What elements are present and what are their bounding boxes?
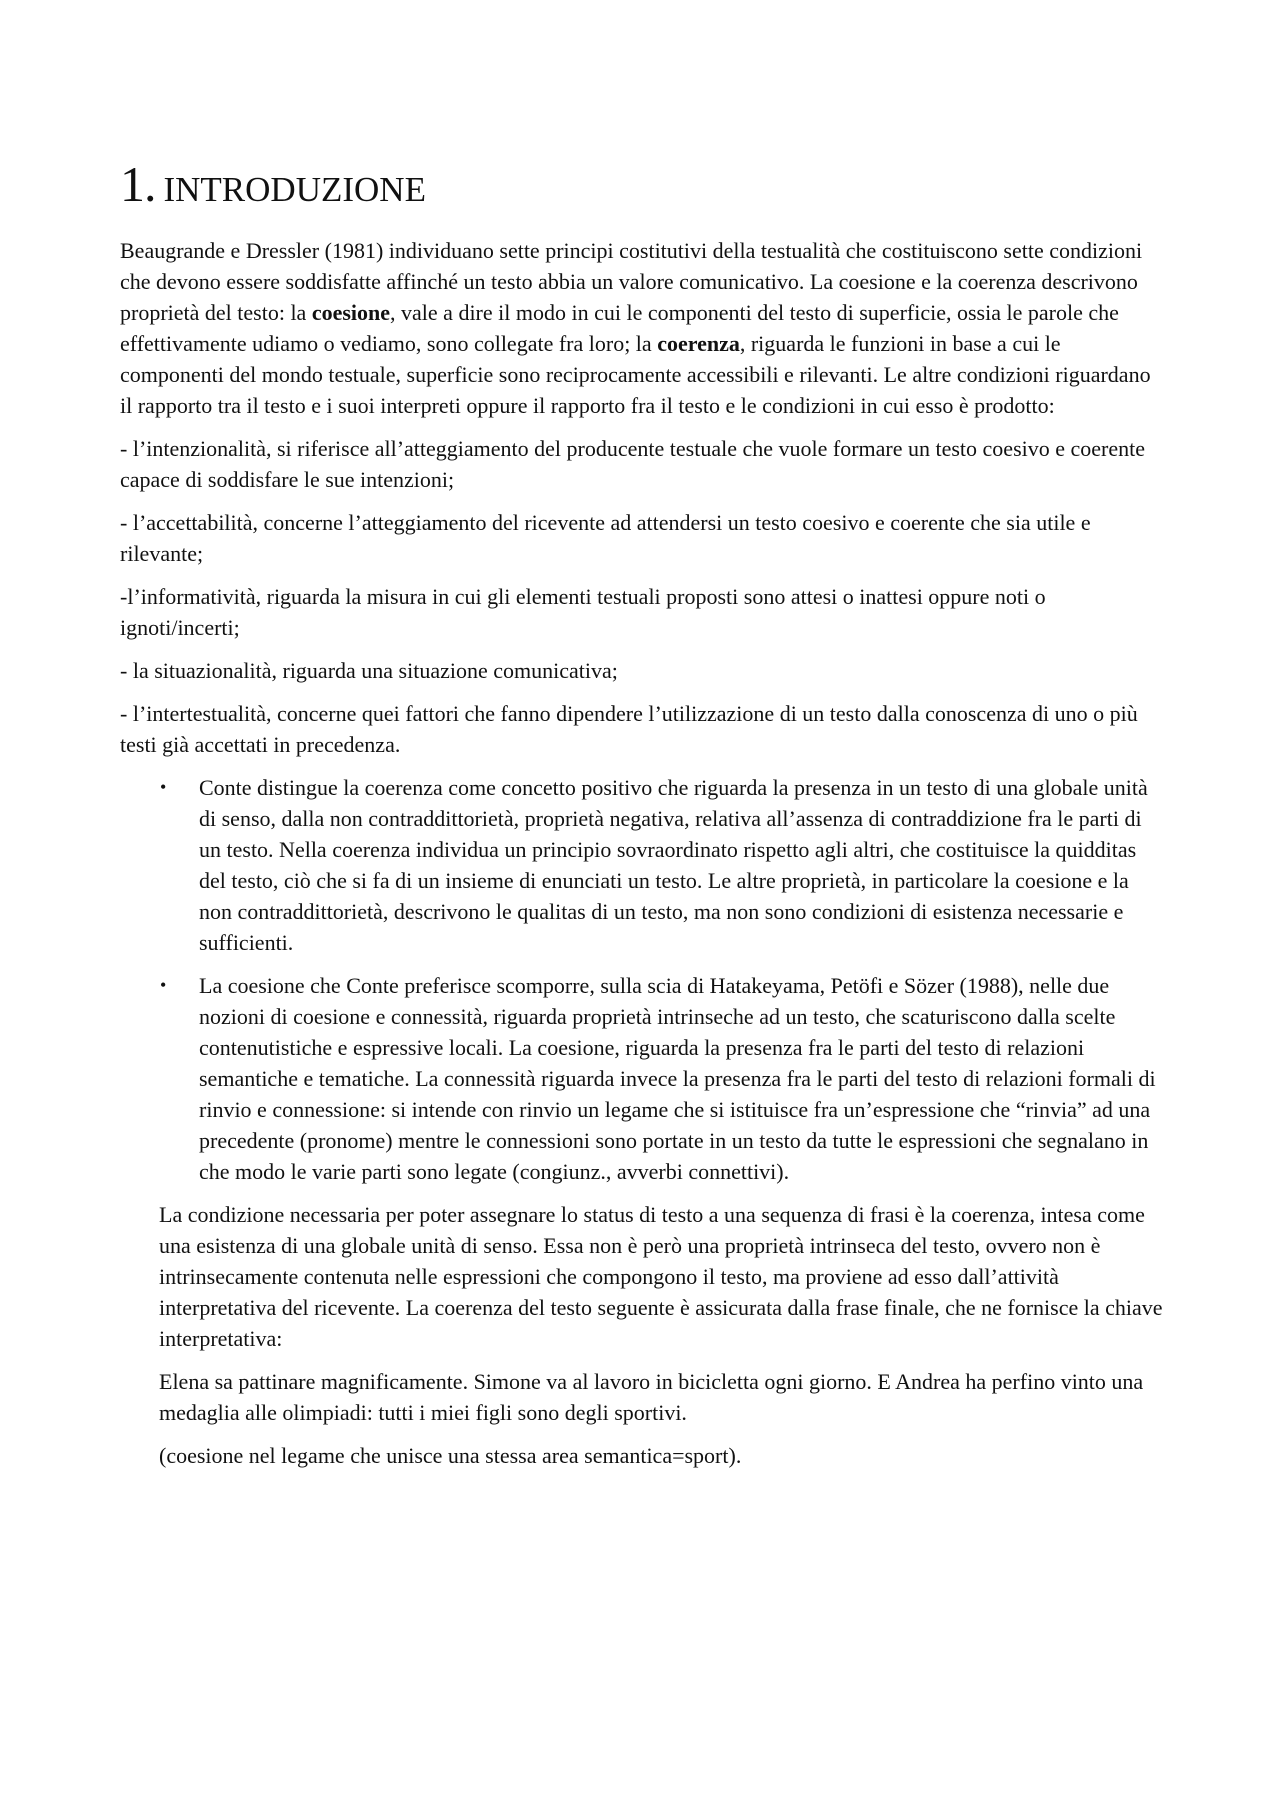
intro-paragraph <box>120 235 1166 421</box>
bullet-marker: • <box>160 975 167 995</box>
term-coerenza: coerenza <box>657 331 740 356</box>
section-title: INTRODUZIONE <box>163 170 426 209</box>
bullet-item-coerenza <box>120 772 1166 958</box>
bullet-list <box>120 772 1166 1187</box>
bullet-marker: • <box>160 777 167 797</box>
note-paragraph: (coesione nel legame che unisce una stessa area semantica=sport). <box>159 1443 742 1468</box>
intro-text-1: Beaugrande e Dressler (1981) individuano sette principi costitutivi della testualità che costituiscono sette condizioni che devono essere soddisfatte affinché un testo abbia un valore comunicativo. La coesione e la coerenza descrivono proprietà del testo: la <box>120 238 1143 325</box>
page-content <box>120 150 1166 1483</box>
condition-intertestualita: - l’intertestualità, concerne quei fattori che fanno dipendere l’utilizzazione di un testo dalla conoscenza di uno o più testi già accettati in precedenza. <box>120 701 1138 757</box>
bullet-text: La coesione che Conte preferisce scomporre, sulla scia di Hatakeyama, Petöfi e Sözer (1988), nelle due nozioni di coesione e connessità, riguarda proprietà intrinseche ad un testo, che scaturiscono dalla scelte contenutistiche e espressive locali. La coesione, riguarda la presenza fra le parti del testo di relazioni semantiche e tematiche. La connessità riguarda invece la presenza fra le parti del testo di relazioni formali di rinvio e connessione: si intende con rinvio un legame che si istituisce fra un’espressione che “rinvia” ad una precedente (pronome) mentre le connessioni sono portate in un testo da tutte le espressioni che segnalano in che modo le varie parti sono legate (congiunz., avverbi connettivi). <box>199 973 1156 1184</box>
condition-informativita: -l’informatività, riguarda la misura in cui gli elementi testuali proposti sono attesi o inattesi oppure noti o ignoti/incerti; <box>120 584 1046 640</box>
intro-text-3: , riguarda le funzioni in base a cui le componenti del mondo testuale, superficie sono reciprocamente accessibili e rilevanti. Le altre condizioni riguardano il rapporto tra il testo e i suoi interpreti oppure il rapporto fra il testo e le condizioni in cui esso è prodotto: <box>120 331 1151 418</box>
intro-text-2: , vale a dire il modo in cui le componenti del testo di superficie, ossia le parole che effettivamente udiamo o vediamo, sono collegate fra loro; la <box>120 300 1119 356</box>
section-heading <box>120 150 1166 224</box>
condition-accettabilita: - l’accettabilità, concerne l’atteggiamento del ricevente ad attendersi un testo coesivo e coerente che sia utile e rilevante; <box>120 510 1091 566</box>
example-paragraph: Elena sa pattinare magnificamente. Simone va al lavoro in bicicletta ogni giorno. E Andrea ha perfino vinto una medaglia alle olimpiadi: tutti i miei figli sono degli sportivi. <box>159 1369 1144 1425</box>
term-coesione: coesione <box>311 300 391 325</box>
bullet-text: Conte distingue la coerenza come concetto positivo che riguarda la presenza in un testo di una globale unità di senso, dalla non contraddittorietà, proprietà negativa, relativa all’assenza di contraddizione fra le parti di un testo. Nella coerenza individua un principio sovraordinato rispetto agli altri, che costituisce la quidditas del testo, ciò che si fa di un insieme di enunciati un testo. Le altre proprietà, in particolare la coesione e la non contraddittorietà, descrivono le qualitas di un testo, ma non sono condizioni di esistenza necessarie e sufficienti. <box>199 775 1148 955</box>
condition-intenzionalita: - l’intenzionalità, si riferisce all’atteggiamento del producente testuale che vuole formare un testo coesivo e coerente capace di soddisfare le sue intenzioni; <box>120 436 1146 492</box>
bullet-item-coesione <box>120 970 1166 1187</box>
condition-situazionalita: - la situazionalità, riguarda una situazione comunicativa; <box>120 658 618 683</box>
closing-paragraph: La condizione necessaria per poter assegnare lo status di testo a una sequenza di frasi è la coerenza, intesa come una esistenza di una globale unità di senso. Essa non è però una proprietà intrinseca del testo, ovvero non è intrinsecamente contenuta nelle espressioni che compongono il testo, ma proviene ad esso dall’attività interpretativa del ricevente. La coerenza del testo seguente è assicurata dalla frase finale, che ne fornisce la chiave interpretativa: <box>159 1202 1163 1351</box>
section-number: 1. <box>120 156 156 212</box>
